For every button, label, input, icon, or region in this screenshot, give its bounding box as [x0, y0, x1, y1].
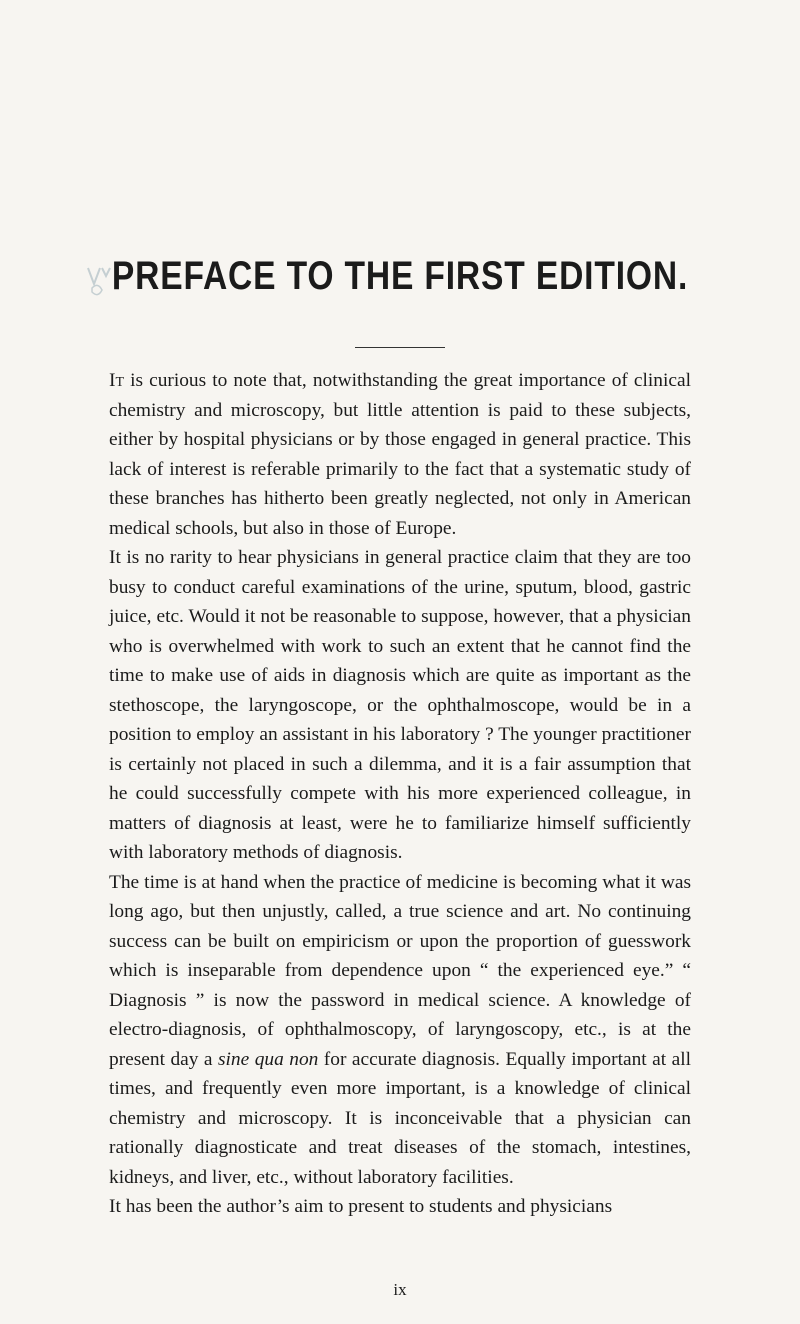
paragraph-1-text: is curious to note that, notwithstanding the great importance of clinical chemistry and microscopy, but little attention is paid to these subjects, either by hospital physicians or by those engaged in general practice. This lack of interest is referable primarily to the fact that a systematic study of these branches has hitherto been greatly neglected, not only in American medical schools, but also in those of Europe.	[109, 370, 691, 539]
page-number: ix	[393, 1280, 407, 1299]
paragraph-1-lead: It	[109, 370, 125, 391]
paragraph-3	[109, 868, 691, 1193]
paragraph-3-latin-phrase: sine qua non	[218, 1048, 319, 1070]
paragraph-3-text-a: The time is at hand when the practice of medicine is becoming what it was long ago, but then unjustly, called, a true science and art. No continuing success can be built on empiricism or upon the proportion of guesswork which is inseparable from dependence upon “ the experienced eye.” “ Diagnosis ” is now the password in medical science. A knowledge of electro-diagnosis, of ophthalmoscopy, of laryngoscopy, etc., is at the present day a	[109, 871, 691, 1070]
paragraph-3-text-b: for accurate diagnosis. Equally important at all times, and frequently even more important, is a knowledge of clinical chemistry and microscopy. It is inconceivable that a physician can rationally diagnosticate and treat diseases of the stomach, intestines, kidneys, and liver, etc., without laboratory facilities.	[109, 1048, 691, 1188]
title-divider	[355, 347, 445, 348]
paragraph-4: It has been the author’s aim to present to students and physicians	[109, 1196, 613, 1217]
paragraph-2: It is no rarity to hear physicians in general practice claim that they are too busy to conduct careful examinations of the urine, sputum, blood, gastric juice, etc. Would it not be reasonable to suppose, however, that a physician who is overwhelmed with work to such an extent that he cannot find the time to make use of aids in diagnosis which are quite as important as the stethoscope, the laryngoscope, or the ophthalmoscope, would be in a position to employ an assistant in his laboratory ? The younger practitioner is certainly not placed in such a dilemma, and it is a fair assumption that he could successfully compete with his more experienced colleague, in matters of diagnosis at least, were he to familiarize himself sufficiently with laboratory methods of diagnosis.	[109, 547, 691, 863]
page-title: PREFACE TO THE FIRST EDITION.	[111, 254, 689, 298]
preface-body	[109, 366, 691, 1222]
paragraph-1	[109, 366, 691, 543]
